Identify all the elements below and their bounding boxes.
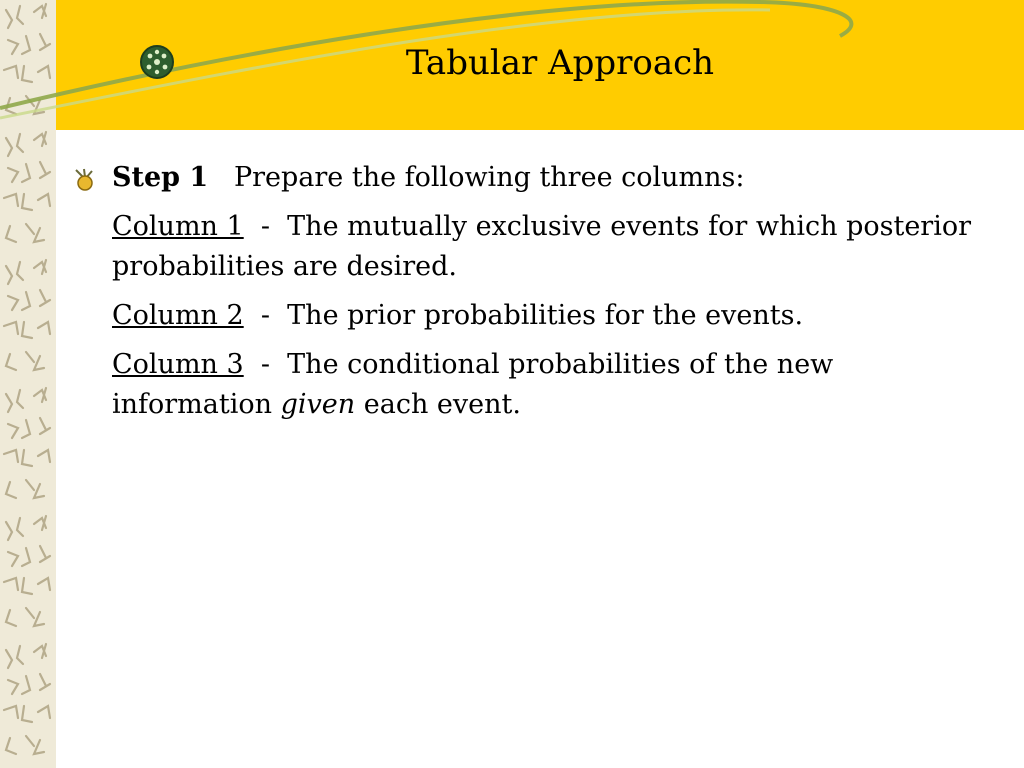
slide-title: Tabular Approach [405,43,715,83]
column-3-label: Column 3 [112,349,244,380]
column-2-description [112,296,972,336]
column-3-text-after: each event. [363,389,521,420]
column-3-emphasis: given [280,389,356,420]
column-3-text-before: The conditional probabilities of the new information [112,349,834,420]
column-1-text: The mutually exclusive events for which posterior probabilities are desired. [112,211,972,282]
gold-bullet-icon [72,166,98,192]
column-3-description [112,345,972,425]
column-1-description [112,207,972,287]
green-orb-icon [139,44,175,80]
bullet-item [72,158,972,198]
step-text: Prepare the following three columns: [233,162,745,193]
column-3-separator: - [260,349,270,380]
column-2-separator: - [260,300,270,331]
column-1-separator: - [260,211,270,242]
column-1-label: Column 1 [112,211,244,242]
column-2-label: Column 2 [112,300,244,331]
step-label: Step 1 [112,162,209,193]
column-2-text: The prior probabilities for the events. [287,300,804,331]
slide-content [72,158,972,425]
